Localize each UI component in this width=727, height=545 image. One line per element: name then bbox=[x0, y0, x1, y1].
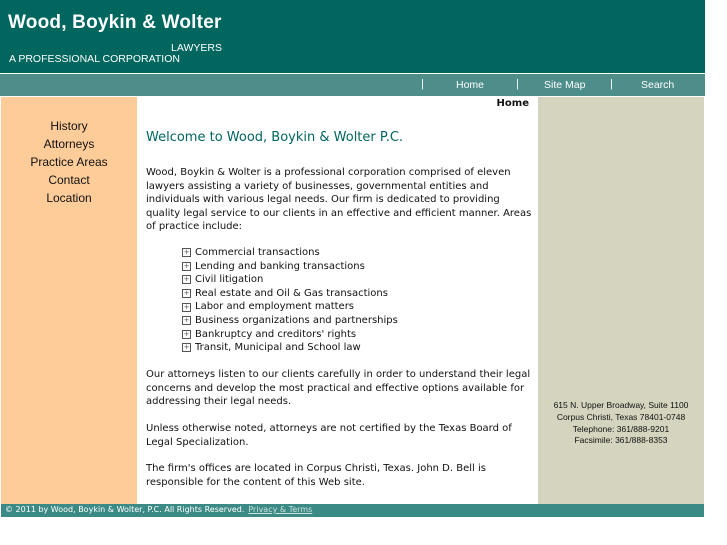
bullet-box-icon: + bbox=[183, 289, 190, 298]
left-sidebar bbox=[1, 97, 137, 504]
list-item bbox=[182, 287, 398, 301]
list-item-label: Business organizations and partnerships bbox=[195, 314, 398, 326]
sidebar-item-practice-areas[interactable]: Practice Areas bbox=[30, 155, 108, 169]
list-item-label: Labor and employment matters bbox=[195, 301, 355, 313]
nav-separator: | bbox=[421, 78, 424, 90]
list-item bbox=[182, 246, 398, 260]
sidebar-item-history[interactable]: History bbox=[50, 119, 88, 133]
main-content bbox=[138, 97, 538, 504]
list-item bbox=[182, 341, 398, 355]
list-item bbox=[182, 328, 398, 342]
contact-city: Corpus Christi, Texas 78401-0748 bbox=[556, 411, 686, 422]
sidebar-menu bbox=[1, 117, 137, 207]
nav-search-link[interactable]: Search bbox=[641, 79, 675, 91]
sidebar-item-attorneys[interactable]: Attorneys bbox=[43, 137, 95, 151]
list-item-label: Commercial transactions bbox=[195, 247, 320, 258]
nav-site-map-link[interactable]: Site Map bbox=[544, 79, 586, 91]
site-header bbox=[0, 0, 705, 73]
approach-paragraph: Our attorneys listen to our clients carefully in order to understand their legal concerns and develop the most practical and effective options available for addressing their legal needs. bbox=[146, 369, 531, 408]
firm-name: Wood, Boykin & Wolter bbox=[8, 12, 222, 33]
location-paragraph: The firm's offices are located in Corpus Christi, Texas. John D. Bell is responsible for the content of this Web site. bbox=[146, 463, 486, 488]
privacy-terms-link[interactable]: Privacy & Terms bbox=[248, 505, 313, 514]
intro-paragraph: Wood, Boykin & Wolter is a professional corporation comprised of eleven lawyers assisting a variety of businesses, governmental entities and individuals with various legal needs. Our firm is dedicated to providing quality legal service to our clients in an effective and efficient manner. Areas of practice include: bbox=[146, 167, 532, 233]
nav-separator: | bbox=[610, 78, 613, 90]
sidebar-item-contact[interactable]: Contact bbox=[48, 173, 90, 187]
list-item bbox=[182, 260, 398, 274]
site-footer bbox=[1, 504, 704, 517]
list-item-label: Real estate and Oil & Gas transactions bbox=[195, 287, 388, 299]
list-item-label: Bankruptcy and creditors' rights bbox=[195, 328, 357, 340]
copyright-text: © 2011 by Wood, Boykin & Wolter, P.C. All Rights Reserved. bbox=[5, 505, 245, 514]
bullet-box-icon: + bbox=[183, 302, 190, 311]
page-title: Welcome to Wood, Boykin & Wolter P.C. bbox=[146, 130, 404, 145]
list-item bbox=[182, 273, 398, 287]
contact-address: 615 N. Upper Broadway, Suite 1100 bbox=[553, 400, 689, 410]
sidebar-item-location[interactable]: Location bbox=[46, 191, 92, 205]
list-item bbox=[182, 300, 398, 314]
bullet-box-icon: + bbox=[183, 248, 190, 257]
tagline-lawyers: LAWYERS bbox=[171, 42, 222, 54]
footer-text bbox=[5, 505, 312, 514]
nav-separator: | bbox=[516, 78, 519, 90]
tagline-corporation: A PROFESSIONAL CORPORATION bbox=[9, 53, 180, 65]
top-nav-bar bbox=[0, 74, 705, 96]
list-item-label: Lending and banking transactions bbox=[195, 260, 365, 272]
contact-panel bbox=[538, 97, 704, 504]
list-item-label: Civil litigation bbox=[195, 274, 264, 286]
contact-telephone: Telephone: 361/888-9201 bbox=[572, 423, 670, 434]
contact-info bbox=[538, 400, 704, 447]
bullet-box-icon: + bbox=[183, 316, 190, 325]
practice-list bbox=[182, 246, 398, 355]
list-item-label: Transit, Municipal and School law bbox=[195, 342, 361, 354]
nav-home-link[interactable]: Home bbox=[456, 79, 485, 91]
list-item bbox=[182, 314, 398, 328]
bullet-box-icon: + bbox=[183, 275, 190, 284]
contact-facsimile: Facsimile: 361/888-8353 bbox=[574, 435, 668, 446]
bullet-box-icon: + bbox=[183, 329, 190, 338]
breadcrumb: Home bbox=[496, 98, 529, 109]
bullet-box-icon: + bbox=[183, 261, 190, 270]
bullet-box-icon: + bbox=[183, 343, 190, 352]
certification-paragraph: Unless otherwise noted, attorneys are not certified by the Texas Board of Legal Specialization. bbox=[146, 423, 512, 448]
